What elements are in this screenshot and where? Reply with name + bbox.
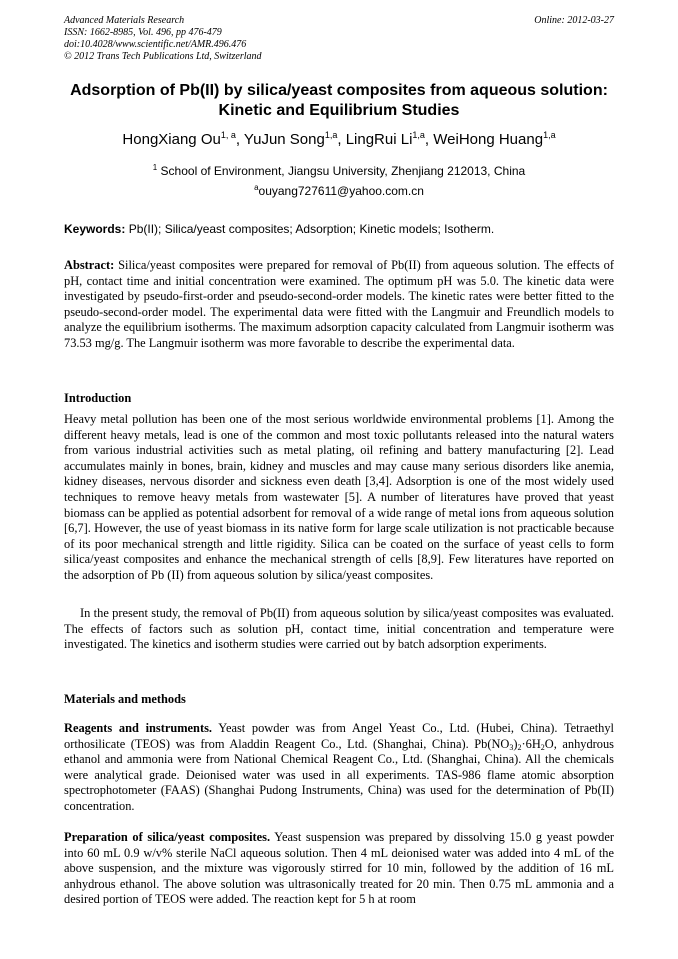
title-line-2: Kinetic and Equilibrium Studies xyxy=(218,102,460,119)
reagents-text-a: Yeast powder was from Angel Yeast Co., Ltd. (Hubei, China). Tetraethyl orthosilicate (TEOS) was from Aladdin Reagent Co., Ltd. (Shanghai, China). Pb(NO xyxy=(64,721,614,751)
affiliation-text: School of Environment, Jiangsu University, Zhenjiang 212013, China xyxy=(157,164,526,178)
author-separator: , xyxy=(424,131,434,148)
journal-issn: ISSN: 1662-8985, Vol. 496, pp 476-479 xyxy=(64,27,222,38)
journal-header xyxy=(64,15,262,63)
author-affiliation-mark: 1,a xyxy=(324,130,338,140)
introduction-heading: Introduction xyxy=(64,391,132,405)
abstract xyxy=(64,258,614,352)
journal-doi: doi:10.4028/www.scientific.net/AMR.496.476 xyxy=(64,39,247,50)
affiliation-mark: 1 xyxy=(152,163,158,172)
reagents-label: Reagents and instruments. xyxy=(64,721,212,735)
author-affiliation-mark: 1, a xyxy=(220,130,236,140)
keywords-text: Pb(II); Silica/yeast composites; Adsorption; Kinetic models; Isotherm. xyxy=(125,222,495,236)
introduction-paragraph-1: Heavy metal pollution has been one of the most serious worldwide environmental problems [1]. Among the different heavy metals, lead is one of the common and most toxic pollutants released into the natural waters from various industrial activities such as metal plating, oil refining and battery manufacturing [2]. Lead accumulates mainly in bones, brain, kidney and muscles and may cause many serious disorders like anemia, kidney diseases, nervous disorder and sickness even death [3,4]. Adsorption is one of the most widely used techniques to remove heavy metals from wastewater [5]. A number of literatures have proved that yeast biomass can be applied as potential adsorbent for removal of a wide range of metal ions from aqueous solution [6,7]. However, the use of yeast biomass in its native form for large scale utilization is not practicable because of its poor mechanical strength and little rigidity. Silica can be coated on the surface of yeast cells to form silica/yeast composites and enhance the mechanical strength of cells [8,9]. Few literatures have reported on the adsorption of Pb (II) from aqueous solution by silica/yeast composites. xyxy=(64,412,614,582)
author-affiliation-mark: 1,a xyxy=(543,130,556,140)
reagents-paragraph xyxy=(64,721,614,815)
author-separator: , xyxy=(235,131,244,148)
online-date: Online: 2012-03-27 xyxy=(534,15,614,26)
keywords xyxy=(64,221,614,237)
keywords-label: Keywords: xyxy=(64,222,126,236)
subscript: 2 xyxy=(540,742,545,752)
email-link[interactable]: ouyang727611@yahoo.com.cn xyxy=(258,184,424,198)
methods-heading: Materials and methods xyxy=(64,692,186,706)
preparation-text: Yeast suspension was prepared by dissolving 15.0 g yeast powder into 60 mL 0.9 w/v% sterile NaCl aqueous solution. Then 4 mL deionised water was added into 4 mL of the above suspension, and the mixture was vigorously stirred for 10 min, followed by the addition of 16 mL anhydrous ethanol. The above solution was ultrasonically treated for 20 min. Then 0.75 mL ammonia and a desired portion of TEOS were added. The reaction kept for 5 h at room xyxy=(64,830,614,907)
title-line-1: Adsorption of Pb(II) by silica/yeast composites from aqueous solution: xyxy=(70,82,608,99)
paper-title xyxy=(50,81,628,121)
reagents-text-d: O, anhydrous ethanol and ammonia were from National Chemical Reagent Co., Ltd. (Shanghai, China). All the chemicals were analytical grade. Deionised water was used in all experiments. TAS-986 flame atomic absorption spectrophotometer (FAAS) (Shanghai Pudong Instruments, China) was used for the determination of Pb(II) concentration. xyxy=(64,736,614,813)
author-list xyxy=(40,130,638,150)
affiliation xyxy=(40,163,638,179)
author-separator: , xyxy=(337,131,346,148)
subscript: 2 xyxy=(517,742,522,752)
reagents-text-b: ) xyxy=(513,736,518,751)
author-name: LingRui Li xyxy=(345,131,413,148)
author-email xyxy=(40,183,638,199)
email-mark: a xyxy=(254,183,259,192)
journal-name: Advanced Materials Research xyxy=(64,15,185,26)
author-affiliation-mark: 1,a xyxy=(412,130,425,140)
reagents-text-c: ·6H xyxy=(521,736,541,751)
preparation-label: Preparation of silica/yeast composites. xyxy=(64,830,271,844)
author-name: YuJun Song xyxy=(243,131,325,148)
abstract-label: Abstract: xyxy=(64,258,115,272)
introduction-paragraph-2: In the present study, the removal of Pb(II) from aqueous solution by silica/yeast composites was evaluated. The effects of factors such as solution pH, contact time, initial concentration and temperature were investigated. The kinetics and isotherm studies were carried out by batch adsorption experiments. xyxy=(64,606,614,652)
author-name: HongXiang Ou xyxy=(122,131,221,148)
abstract-text: Silica/yeast composites were prepared for removal of Pb(II) from aqueous solution. The effects of pH, contact time and initial concentration were examined. The optimum pH was 5.0. The kinetic data were investigated by pseudo-first-order and pseudo-second-order models. The kinetic rates were better fitted to the pseudo-second-order model. The experimental data were fitted with the Langmuir and Freundlich models to analyze the equilibrium isotherms. The maximum adsorption capacity calculated from Langmuir isotherm was 73.53 mg/g. The Langmuir isotherm was more favorable to describe the experimental data. xyxy=(64,258,614,350)
author-name: WeiHong Huang xyxy=(433,131,544,148)
subscript: 3 xyxy=(509,742,514,752)
preparation-paragraph xyxy=(64,830,614,908)
journal-copyright: © 2012 Trans Tech Publications Ltd, Switzerland xyxy=(64,51,262,62)
